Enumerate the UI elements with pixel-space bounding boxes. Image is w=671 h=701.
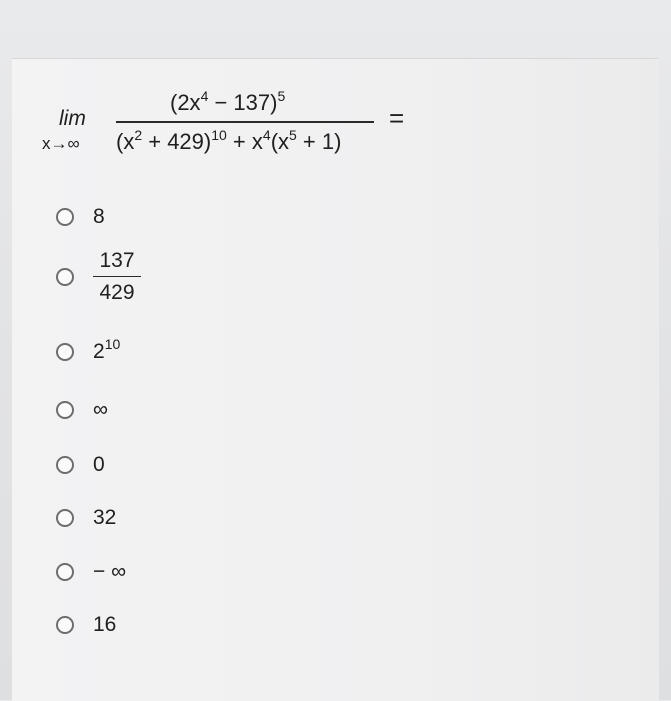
option-power: $2^{10}$ bbox=[93, 336, 121, 363]
radio-button[interactable] bbox=[56, 616, 74, 634]
option-137-over-429[interactable] bbox=[56, 241, 141, 313]
fraction-numerator: 137 bbox=[99, 248, 135, 272]
option-label: ∞ bbox=[93, 398, 108, 421]
limit-expression bbox=[12, 59, 659, 179]
lim-subscript: x→∞ bbox=[42, 134, 80, 153]
radio-button[interactable] bbox=[56, 268, 74, 286]
option-label: 16 bbox=[93, 613, 117, 636]
option-negative-infinity[interactable] bbox=[56, 552, 126, 592]
fraction-bar bbox=[116, 121, 374, 123]
option-8[interactable] bbox=[56, 197, 105, 237]
denominator: $(x^2 + 429)^{10} + x^4(x^5 + 1)$ bbox=[116, 127, 342, 154]
option-label: 32 bbox=[93, 506, 117, 529]
question-card bbox=[12, 58, 659, 701]
lim-label: lim bbox=[59, 107, 86, 130]
fraction-denominator: 429 bbox=[99, 281, 135, 305]
radio-button[interactable] bbox=[56, 456, 74, 474]
option-infinity[interactable] bbox=[56, 390, 108, 430]
option-fraction bbox=[93, 247, 141, 308]
option-32[interactable] bbox=[56, 498, 116, 538]
option-label: − ∞ bbox=[93, 560, 127, 583]
radio-button[interactable] bbox=[56, 343, 74, 361]
numerator: $(2x^4 - 137)^5$ bbox=[170, 88, 286, 115]
limit-fraction bbox=[116, 83, 374, 173]
radio-button[interactable] bbox=[56, 401, 74, 419]
option-16[interactable] bbox=[56, 605, 116, 645]
radio-button[interactable] bbox=[56, 563, 74, 581]
equals-sign: = bbox=[389, 103, 405, 133]
option-label: 8 bbox=[93, 205, 105, 228]
option-0[interactable] bbox=[56, 445, 105, 485]
option-label: 0 bbox=[93, 453, 105, 476]
fraction-bar bbox=[93, 276, 141, 278]
option-2-pow-10[interactable] bbox=[56, 332, 120, 372]
radio-button[interactable] bbox=[56, 208, 74, 226]
radio-button[interactable] bbox=[56, 509, 74, 527]
